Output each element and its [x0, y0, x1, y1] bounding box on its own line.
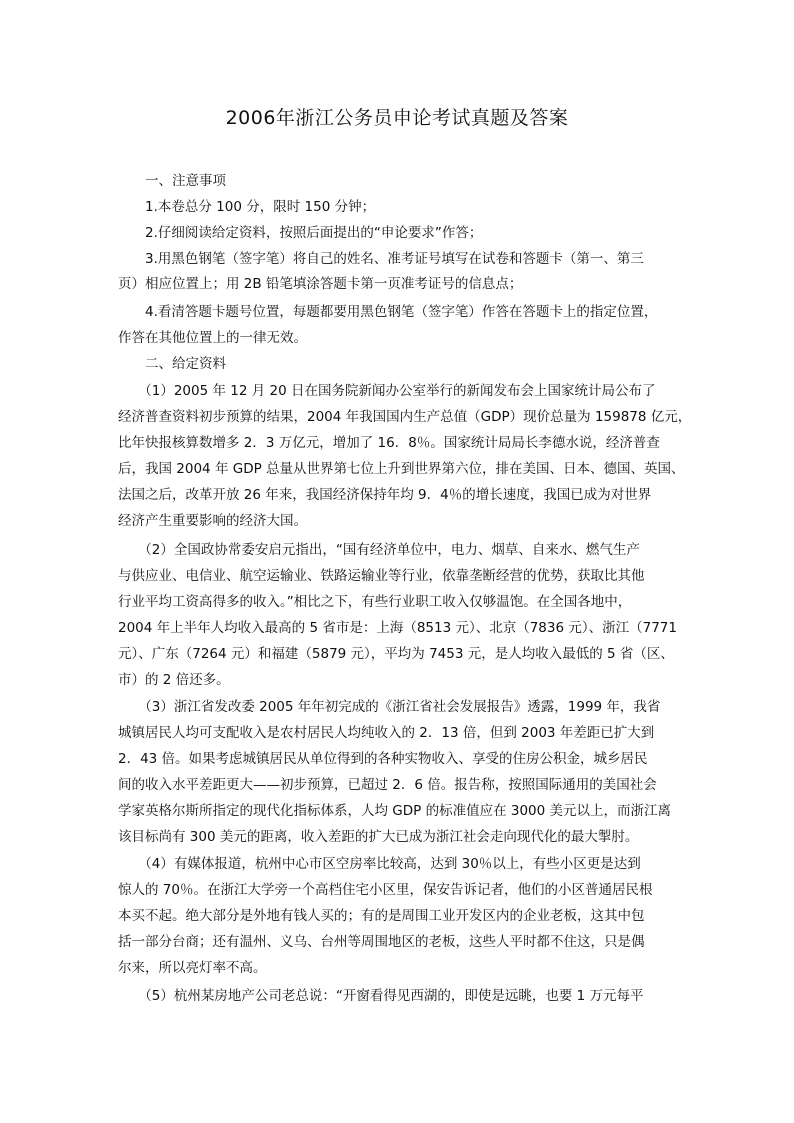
text-line: 法国之后，改革开放 26 年来，我国经济保持年均 9．4％的增长速度，我国已成为对世界	[118, 487, 652, 503]
text-line: 4.看清答题卡题号位置，每题都要用黑色钢笔（签字笔）作答在答题卡上的指定位置，	[118, 304, 658, 320]
text-line: 行业平均工资高得多的收入。”相比之下，有些行业职工收入仅够温饱。在全国各地中，	[118, 594, 632, 610]
text-line: 后，我国 2004 年 GDP 总量从世界第七位上升到世界第六位，排在美国、日本、德国、英国、	[118, 461, 685, 477]
text-line: （3）浙江省发改委 2005 年年初完成的《浙江省社会发展报告》透露，1999 年，我省	[118, 699, 661, 715]
text-line: 惊人的 70％。在浙江大学旁一个高档住宅小区里，保安告诉记者，他们的小区普通居民根	[118, 882, 653, 898]
text-line: 间的收入水平差距更大——初步预算，已超过 2．6 倍。报告称，按照国际通用的美国社会	[118, 777, 657, 793]
text-line: 括一部分台商；还有温州、义乌、台州等周围地区的老板，这些人平时都不住这，只是偶	[118, 934, 645, 950]
text-line: 一、注意事项	[118, 173, 226, 189]
text-line: 学家英格尔斯所指定的现代化指标体系，人均 GDP 的标准值应在 3000 美元以上，而浙江离	[118, 803, 672, 819]
text-line: 作答在其他位置上的一律无效。	[118, 330, 307, 346]
text-line: 比年快报核算数增多 2．3 万亿元，增加了 16．8％。国家统计局局长李德水说，经济普查	[118, 435, 660, 451]
text-line: （5）杭州某房地产公司老总说：“开窗看得见西湖的，即使是远眺，也要 1 万元每平	[118, 988, 644, 1004]
text-line: 2004 年上半年人均收入最高的 5 省市是：上海（8513 元）、北京（7836 元）、浙江（7771	[118, 620, 677, 636]
text-line: 与供应业、电信业、航空运输业、铁路运输业等行业，依靠垄断经营的优势，获取比其他	[118, 568, 645, 584]
text-line: 2．43 倍。如果考虑城镇居民从单位得到的各种实物收入、享受的住房公积金，城乡居民	[118, 751, 648, 767]
page-title: 2006年浙江公务员申论考试真题及答案	[225, 107, 569, 129]
text-line: 页）相应位置上；用 2B 铅笔填涂答题卡第一页准考证号的信息点；	[118, 276, 523, 292]
text-line: 尔来，所以亮灯率不高。	[118, 960, 267, 976]
text-line: 市）的 2 倍还多。	[118, 672, 230, 688]
text-line: 城镇居民人均可支配收入是农村居民人均纯收入的 2．13 倍，但到 2003 年差距已扩大到	[118, 725, 655, 741]
text-line: 2.仔细阅读给定资料，按照后面提出的“申论要求”作答；	[118, 225, 483, 241]
text-line: （2）全国政协常委安启元指出，“国有经济单位中，电力、烟草、自来水、燃气生产	[118, 542, 640, 558]
text-line: 二、给定资料	[118, 356, 226, 372]
text-line: （1）2005 年 12 月 20 日在国务院新闻办公室举行的新闻发布会上国家统计局公布了	[118, 383, 656, 399]
text-line: （4）有媒体报道，杭州中心市区空房率比较高，达到 30％以上，有些小区更是达到	[118, 856, 641, 872]
text-line: 1.本卷总分 100 分，限时 150 分钟；	[118, 199, 376, 215]
text-line: 3.用黑色钢笔（签字笔）将自己的姓名、准考证号填写在试卷和答题卡（第一、第三	[118, 251, 644, 267]
text-line: 经济产生重要影响的经济大国。	[118, 513, 307, 529]
text-line: 本买不起。绝大部分是外地有钱人买的；有的是周围工业开发区内的企业老板，这其中包	[118, 908, 645, 924]
text-line: 经济普查资料初步预算的结果，2004 年我国国内生产总值（GDP）现价总量为 159878 亿元，	[118, 409, 692, 425]
text-line: 元）、广东（7264 元）和福建（5879 元），平均为 7453 元，是人均收入最低的 5 省（区、	[118, 646, 674, 662]
text-line: 该目标尚有 300 美元的距离，收入差距的扩大已成为浙江社会走向现代化的最大掣肘。	[118, 829, 639, 845]
